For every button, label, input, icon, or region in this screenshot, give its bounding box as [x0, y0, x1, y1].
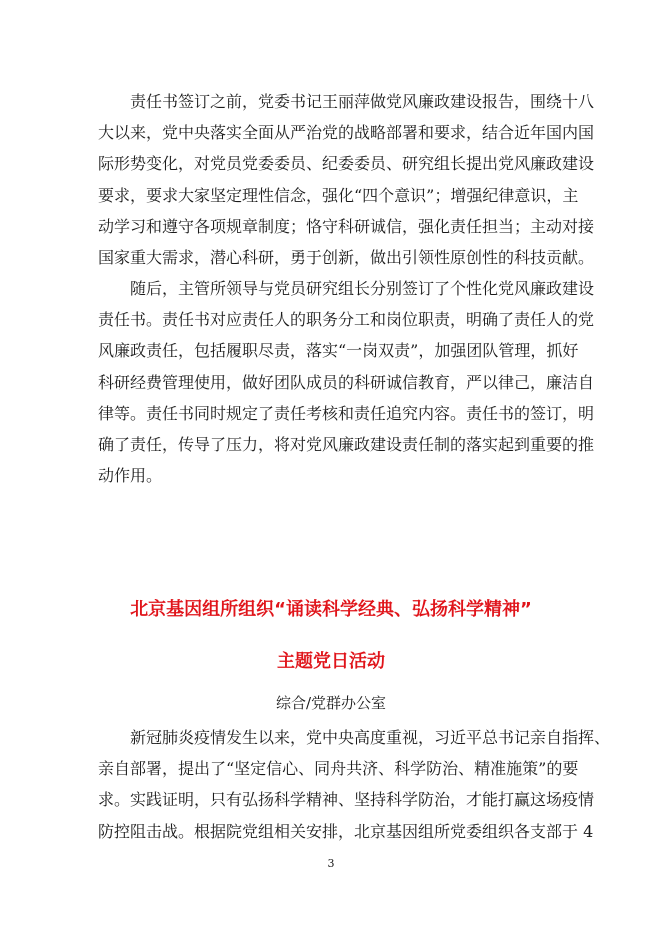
- paragraph-line: 亲自部署，提出了“坚定信心、同舟共济、科学防治、精准施策”的要: [98, 759, 579, 779]
- article-title-line1: 北京基因组所组织“诵读科学经典、弘扬科学精神”: [130, 599, 532, 620]
- paragraph-report: [98, 86, 595, 273]
- page-number: 3: [327, 857, 335, 870]
- paragraph-line: 新冠肺炎疫情发生以来，党中央高度重视，习近平总书记亲自指挥、: [130, 728, 611, 747]
- paragraph-line: 确了责任，传导了压力，将对党风廉政建设责任制的落实起到重要的推: [98, 434, 595, 454]
- paragraph-line: 动学习和遵守各项规章制度；恪守科研诚信，强化责任担当；主动对接: [98, 216, 595, 236]
- paragraph-line: 责任书。责任书对应责任人的职务分工和岗位职责，明确了责任人的党: [98, 310, 595, 330]
- paragraph-line: 科研经费管理使用，做好团队成员的科研诚信教育，严以律己，廉洁自: [98, 372, 595, 392]
- paragraph-line: 国家重大需求，潜心科研，勇于创新，做出引领性原创性的科技贡献。: [98, 247, 595, 267]
- paragraph-line: 动作用。: [98, 466, 163, 486]
- paragraph-line: 风廉政责任，包括履职尽责，落实“一岗双责”，加强团队管理，抓好: [98, 341, 579, 361]
- paragraph-line: 要求，要求大家坚定理性信念，强化“四个意识”；增强纪律意识，主: [98, 185, 579, 205]
- paragraph-line: 责任书签订之前，党委书记王丽萍做党风廉政建设报告，围绕十八: [130, 92, 595, 111]
- paragraph-line: 随后，主管所领导与党员研究组长分别签订了个性化党风廉政建设: [130, 279, 595, 298]
- paragraph-line: 防控阻击战。根据院党组相关安排，北京基因组所党委组织各支部于 4: [98, 821, 594, 841]
- paragraph-line: 大以来，党中央落实全面从严治党的战略部署和要求，结合近年国内国: [98, 123, 595, 143]
- paragraph-signing: [98, 273, 595, 491]
- paragraph-article-intro: [98, 722, 611, 847]
- paragraph-line: 际形势变化，对党员党委委员、纪委委员、研究组长提出党风廉政建设: [98, 154, 595, 174]
- paragraph-line: 求。实践证明，只有弘扬科学精神、坚持科学防治，才能打赢这场疫情: [98, 790, 595, 810]
- article-title-line2: 主题党日活动: [277, 651, 385, 672]
- paragraph-line: 律等。责任书同时规定了责任考核和责任追究内容。责任书的签订，明: [98, 403, 595, 423]
- department-byline: 综合/党群办公室: [275, 694, 387, 712]
